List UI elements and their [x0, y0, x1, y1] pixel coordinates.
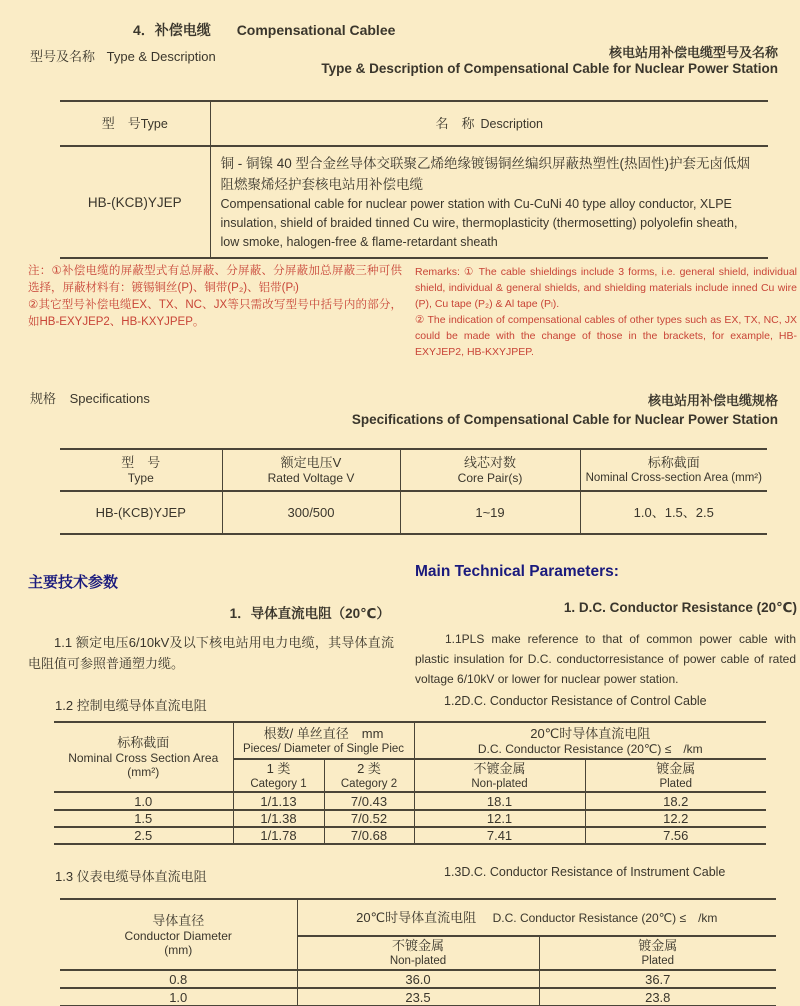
ins-header-plated-zh: 镀金属 — [638, 938, 678, 953]
type-description-table — [60, 100, 768, 259]
ctl-cell: 7/0.43 — [324, 792, 414, 810]
ins-header-diameter-unit: (mm) — [164, 942, 193, 957]
spec-header-voltage-en: Rated Voltage V — [267, 471, 355, 485]
ctl-cell: 2.5 — [54, 827, 233, 844]
ins-cell: 36.0 — [297, 970, 539, 988]
remarks-zh-item-1: 注：①补偿电缆的屏蔽型式有总屏蔽、分屏蔽、分屏蔽加总屏蔽三种可供选择，屏蔽材料有：镀锡铜丝(P)、铜带(P₂)、铝带(Pₗ) — [28, 265, 402, 294]
ctl-header-area-en: Nominal Cross Section Area — [68, 751, 219, 765]
type-col-header-en: Type — [140, 116, 168, 131]
spec-header-core-pairs — [400, 449, 580, 491]
ctl-cell: 12.1 — [414, 810, 585, 827]
ctl-header-cat1-en: Category 1 — [250, 777, 307, 790]
page-title-en: Compensational Cablee — [236, 22, 396, 38]
ctl-cell: 1/1.38 — [233, 810, 324, 827]
ins-header-resistance-en: D.C. Conductor Resistance (20℃) ≤ /km — [492, 910, 718, 925]
ins-header-nonplated-en: Non-plated — [389, 955, 447, 967]
page-title-zh: 4．补偿电缆 — [133, 22, 211, 38]
table-row — [60, 988, 776, 1006]
ctl-cell: 1/1.78 — [233, 827, 324, 844]
spec-header-type-en: Type — [127, 471, 154, 485]
tech-sub1-zh: 1．导体直流电阻（20℃） — [229, 606, 390, 621]
spec-header-area-en: Nominal Cross-section Area (mm²) — [585, 472, 762, 484]
ctl-header-resistance — [414, 722, 766, 759]
remarks-zh-item-2: ②其它型号补偿电缆EX、TX、NC、JX等只需改写型号中括号内的部分，如HB-EXYJEP2、HB-KXYJPEP。 — [28, 299, 402, 328]
remarks-en-item-1: Remarks: ① The cable shieldings include 3 forms, i.e. general shield, individual shield, individual & general shields, and shielding materials include inned Cu wire (P), Cu tape (P₂) & Al tape (Pₗ). — [415, 266, 797, 310]
ctl-header-plated-en: Plated — [659, 777, 693, 790]
ctl-header-plated-zh: 镀金属 — [656, 760, 696, 776]
tech-sub1-en: 1. D.C. Conductor Resistance (20℃) — [563, 600, 797, 615]
type-section-label-en: Type & Description — [106, 49, 216, 64]
tech-sub13-en: 1.3D.C. Conductor Resistance of Instrument Cable — [444, 865, 726, 879]
ctl-header-pieces-zh: 根数/ 单丝直径 mm — [263, 725, 384, 741]
spec-cell-area: 1.0、1.5、2.5 — [580, 491, 767, 534]
tech-heading-en: Main Technical Parameters: — [415, 563, 619, 580]
ctl-cell: 1.5 — [54, 810, 233, 827]
ctl-cell: 7/0.68 — [324, 827, 414, 844]
cell-cable-type: HB-(KCB)YJEP — [60, 146, 210, 258]
tech-paragraph-1-1-en: 1.1PLS make reference to that of common power cable with plastic insulation for D.C. conductorresistance of power cable of rated voltage 6/10kV or lower for nuclear power station. — [415, 632, 796, 686]
type-col-header — [60, 101, 210, 146]
desc-col-header — [210, 101, 768, 146]
desc-col-header-zh: 名 称 — [435, 115, 475, 131]
ins-header-diameter — [60, 899, 297, 970]
ctl-cell: 1/1.13 — [233, 792, 324, 810]
tech-sub12-en: 1.2D.C. Conductor Resistance of Control Cable — [444, 694, 707, 708]
ctl-header-resistance-en: D.C. Conductor Resistance (20℃) ≤ /km — [477, 741, 703, 756]
ins-cell: 23.5 — [297, 988, 539, 1006]
ctl-header-pieces-en: Pieces/ Diameter of Single Piec — [242, 742, 405, 755]
spec-cell-type: HB-(KCB)YJEP — [60, 491, 222, 534]
ins-cell: 36.7 — [539, 970, 776, 988]
spec-section-heading-en: Specifications of Compensational Cable for Nuclear Power Station — [351, 412, 778, 427]
ins-header-plated-en: Plated — [641, 955, 675, 967]
table-row — [54, 810, 766, 827]
spec-header-core-pairs-en: Core Pair(s) — [457, 471, 523, 485]
remarks-en-item-2: ② The indication of compensational cables of other types such as EX, TX, NC, JX could be made with the change of those in the brackets, for example, HB-EXYJEP2, HB-KXYJPEP. — [415, 314, 797, 358]
ctl-cell: 18.2 — [585, 792, 766, 810]
spec-header-core-pairs-zh: 线芯对数 — [463, 455, 516, 470]
ins-header-nonplated — [297, 936, 539, 970]
ctl-header-cat2 — [324, 759, 414, 792]
type-col-header-zh: 型 号 — [101, 115, 141, 131]
type-section-label-zh: 型号及名称 — [30, 49, 96, 64]
tech-heading-zh: 主要技术参数 — [28, 574, 119, 591]
page-title — [133, 20, 395, 40]
ins-cell: 0.8 — [60, 970, 297, 988]
ins-cell: 1.0 — [60, 988, 297, 1006]
ctl-cell: 7/0.52 — [324, 810, 414, 827]
ctl-cell: 7.41 — [414, 827, 585, 844]
cell-description-en: Compensational cable for nuclear power station with Cu-CuNi 40 type alloy conductor, XLPE insulation, shield of braided tinned Cu wire, thermoplasticity (thermosetting) polyolefin sheath, low smoke, halogen-free & flame-retardant sheath — [220, 197, 738, 249]
spec-cell-voltage: 300/500 — [222, 491, 400, 534]
specifications-table — [60, 448, 767, 535]
ctl-cell: 7.56 — [585, 827, 766, 844]
type-section-label — [30, 46, 216, 65]
type-section-heading-en: Type & Description of Compensational Cable for Nuclear Power Station — [321, 61, 778, 76]
spec-header-area — [580, 449, 767, 491]
table-row — [54, 792, 766, 810]
instrument-cable-table — [60, 898, 776, 1006]
ctl-header-area-zh: 标称截面 — [117, 735, 170, 750]
spec-header-voltage — [222, 449, 400, 491]
spec-cell-core-pairs: 1~19 — [400, 491, 580, 534]
ctl-header-cat2-zh: 2 类 — [357, 760, 381, 776]
ctl-header-area — [54, 722, 233, 792]
ins-header-diameter-zh: 导体直径 — [152, 912, 205, 928]
ctl-header-area-unit: (mm²) — [127, 765, 160, 779]
ins-header-nonplated-zh: 不镀金属 — [391, 938, 444, 953]
remarks-zh — [28, 263, 402, 331]
ins-header-resistance-zh: 20℃时导体直流电阻 — [356, 909, 477, 925]
ctl-cell: 12.2 — [585, 810, 766, 827]
ctl-header-nonplated-zh: 不镀金属 — [473, 760, 526, 776]
ctl-header-plated — [585, 759, 766, 792]
tech-sub12-zh: 1.2 控制电缆导体直流电阻 — [55, 698, 207, 713]
spec-header-type-zh: 型 号 — [121, 455, 161, 470]
ctl-header-nonplated — [414, 759, 585, 792]
spec-header-type — [60, 449, 222, 491]
ctl-header-cat2-en: Category 2 — [340, 777, 398, 790]
desc-col-header-en: Description — [480, 116, 544, 131]
table-row — [54, 827, 766, 844]
type-section-heading-zh: 核电站用补偿电缆型号及名称 — [608, 45, 778, 60]
tech-sub13-zh: 1.3 仪表电缆导体直流电阻 — [55, 869, 207, 884]
ctl-header-cat1 — [233, 759, 324, 792]
spec-section-label — [30, 388, 150, 407]
ins-cell: 23.8 — [539, 988, 776, 1006]
ctl-header-pieces — [233, 722, 414, 759]
control-cable-table — [54, 721, 766, 845]
ins-header-resistance — [297, 899, 776, 936]
ctl-cell: 18.1 — [414, 792, 585, 810]
ins-header-diameter-en: Conductor Diameter — [124, 928, 232, 943]
ctl-cell: 1.0 — [54, 792, 233, 810]
remarks-en — [415, 264, 797, 360]
tech-paragraph-1-1-zh: 1.1 额定电压6/10kV及以下核电站用电力电缆，其导体直流电阻值可参照普通塑力缆。 — [28, 635, 394, 671]
cell-description-zh: 铜 - 铜镍 40 型合金丝导体交联聚乙烯绝缘镀锡铜丝编织屏蔽热塑性(热固性)护套无卤低烟阻燃聚烯烃护套核电站用补偿电缆 — [220, 156, 751, 192]
ctl-header-nonplated-en: Non-plated — [471, 777, 528, 790]
table-row — [60, 970, 776, 988]
spec-section-label-zh: 规格 — [30, 391, 57, 406]
spec-header-voltage-zh: 额定电压V — [280, 455, 342, 470]
ctl-header-resistance-zh: 20℃时导体直流电阻 — [530, 725, 651, 741]
spec-section-label-en: Specifications — [69, 391, 150, 406]
spec-section-heading-zh: 核电站用补偿电缆规格 — [647, 393, 778, 408]
ctl-header-cat1-zh: 1 类 — [266, 760, 291, 776]
spec-header-area-zh: 标称截面 — [647, 455, 700, 470]
ins-header-plated — [539, 936, 776, 970]
